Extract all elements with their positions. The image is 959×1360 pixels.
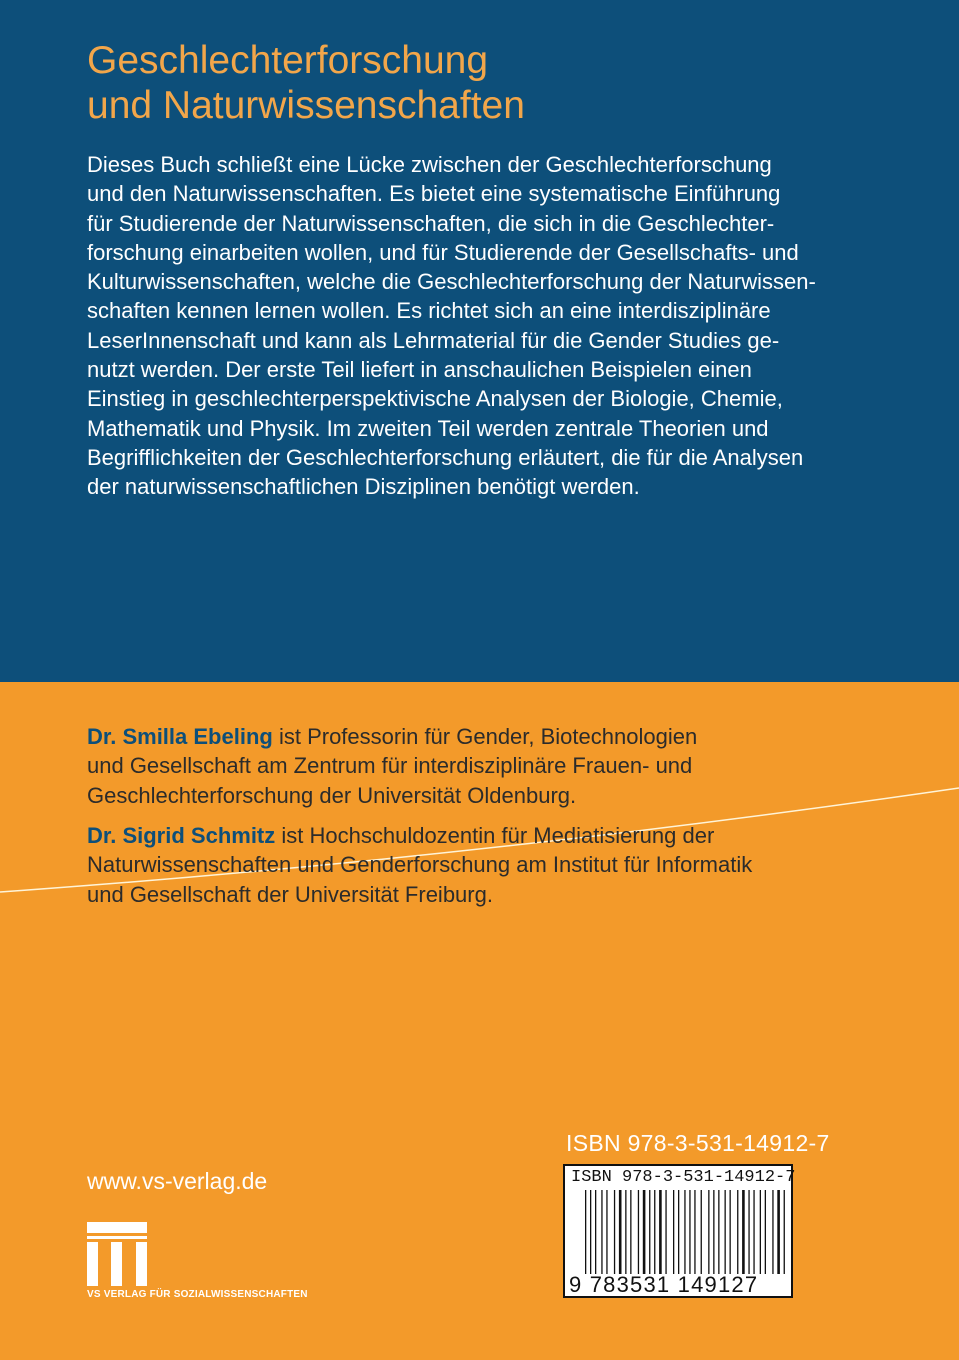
description-line: Mathematik und Physik. Im zweiten Teil werden zentrale Theorien und bbox=[87, 415, 769, 441]
barcode-bar bbox=[765, 1190, 766, 1274]
description-line: schaften kennen lernen wollen. Es richtet sich an eine interdisziplinäre bbox=[87, 298, 771, 324]
author-bio-line: und Gesellschaft am Zentrum für interdisziplinäre Frauen- und bbox=[87, 753, 693, 779]
barcode-isbn-text: ISBN 978-3-531-14912-7 bbox=[571, 1168, 796, 1187]
barcode-bar bbox=[590, 1190, 591, 1274]
barcode-bar bbox=[601, 1190, 602, 1274]
barcode-digits: 9 783531 149127 bbox=[569, 1272, 759, 1297]
description-line: Einstieg in geschlechterperspektivische Analysen der Biologie, Chemie, bbox=[87, 386, 783, 412]
author-bio-text: ist Hochschuldozentin für Mediatisierung der bbox=[275, 823, 715, 848]
author-name: Dr. Smilla Ebeling bbox=[87, 724, 273, 749]
barcode-bar bbox=[748, 1190, 749, 1274]
book-title-line-2: und Naturwissenschaften bbox=[87, 84, 525, 127]
barcode-bar bbox=[619, 1190, 622, 1274]
barcode-bar bbox=[684, 1190, 685, 1274]
book-title-line-1: Geschlechterforschung bbox=[87, 39, 489, 82]
barcode-bar bbox=[708, 1190, 709, 1274]
description-line: Kulturwissenschaften, welche die Geschlechterforschung der Naturwissen- bbox=[87, 269, 816, 295]
barcode-bar bbox=[694, 1190, 695, 1274]
description-line: LeserInnenschaft und kann als Lehrmaterial für die Gender Studies ge- bbox=[87, 327, 780, 353]
barcode-bar bbox=[654, 1190, 655, 1274]
barcode-bar bbox=[760, 1190, 761, 1274]
author-bio-ebeling bbox=[87, 722, 877, 810]
author-bio-first-line bbox=[87, 722, 877, 751]
barcode-bar bbox=[725, 1190, 726, 1274]
barcode-bar bbox=[678, 1190, 679, 1274]
book-description bbox=[87, 150, 877, 502]
barcode-bar bbox=[614, 1190, 615, 1274]
description-line: forschung einarbeiten wollen, und für Studierende der Gesellschafts- und bbox=[87, 239, 799, 265]
barcode-bar bbox=[665, 1190, 666, 1274]
barcode-bar bbox=[689, 1190, 690, 1274]
barcode-bar bbox=[777, 1190, 780, 1274]
barcode-bar bbox=[713, 1190, 714, 1274]
barcode-bar bbox=[625, 1190, 626, 1274]
barcode-bar bbox=[718, 1190, 719, 1274]
barcode-bar bbox=[595, 1190, 596, 1274]
barcode-bar bbox=[638, 1190, 639, 1274]
barcode-bar bbox=[673, 1190, 674, 1274]
barcode-bar bbox=[772, 1190, 773, 1274]
vs-verlag-logo-icon bbox=[87, 1222, 147, 1286]
barcode-bar bbox=[753, 1190, 754, 1274]
author-bio-first-line bbox=[87, 821, 877, 850]
description-line: der naturwissenschaftlichen Disziplinen benötigt werden. bbox=[87, 474, 640, 500]
barcode-bar bbox=[630, 1190, 631, 1274]
book-title bbox=[87, 38, 887, 128]
publisher-website-link[interactable]: www.vs-verlag.de bbox=[87, 1168, 268, 1194]
publisher-name: VS VERLAG FÜR SOZIALWISSENSCHAFTEN bbox=[87, 1289, 308, 1300]
barcode-icon bbox=[585, 1190, 790, 1274]
barcode-bar bbox=[730, 1190, 731, 1274]
barcode-bar bbox=[649, 1190, 650, 1274]
author-bio-line: Naturwissenschaften und Genderforschung am Institut für Informatik bbox=[87, 852, 753, 878]
description-line: Dieses Buch schließt eine Lücke zwischen der Geschlechterforschung bbox=[87, 152, 772, 177]
author-bio-text: ist Professorin für Gender, Biotechnologien bbox=[272, 724, 698, 749]
barcode-bar bbox=[784, 1190, 785, 1274]
description-line: nutzt werden. Der erste Teil liefert in anschaulichen Beispielen einen bbox=[87, 357, 752, 383]
barcode-bar bbox=[701, 1190, 702, 1274]
barcode-bar bbox=[737, 1190, 738, 1274]
barcode bbox=[563, 1164, 796, 1298]
barcode-bar bbox=[643, 1190, 646, 1274]
author-name: Dr. Sigrid Schmitz bbox=[87, 823, 276, 848]
description-line: Begrifflichkeiten der Geschlechterforschung erläutert, die für die Analysen bbox=[87, 444, 804, 470]
barcode-bar bbox=[606, 1190, 607, 1274]
barcode-bar bbox=[585, 1190, 586, 1274]
isbn-label: ISBN 978-3-531-14912-7 bbox=[566, 1130, 830, 1156]
author-bio-schmitz bbox=[87, 821, 877, 909]
description-line: für Studierende der Naturwissenschaften, die sich in die Geschlechter- bbox=[87, 210, 775, 236]
barcode-bar bbox=[742, 1190, 745, 1274]
author-bio-line: Geschlechterforschung der Universität Oldenburg. bbox=[87, 782, 577, 808]
author-bio-line: und Gesellschaft der Universität Freiburg. bbox=[87, 881, 493, 907]
description-line: und den Naturwissenschaften. Es bietet eine systematische Einführung bbox=[87, 181, 781, 207]
barcode-bar bbox=[659, 1190, 662, 1274]
